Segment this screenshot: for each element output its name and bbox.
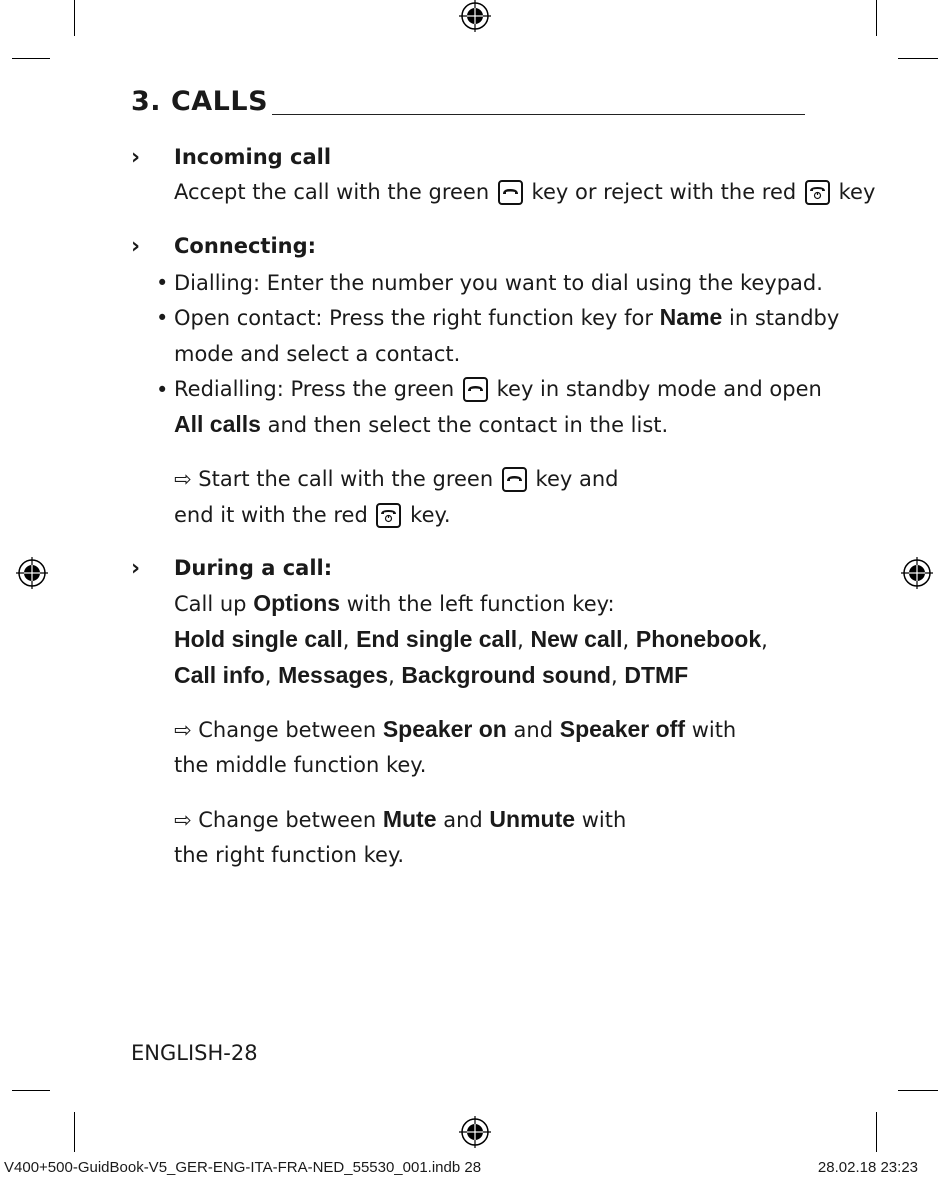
text-fragment: Redialling: Press the green: [174, 377, 455, 401]
print-slug-right: 28.02.18 23:23: [817, 1159, 918, 1176]
speaker-note: [174, 716, 736, 743]
text-fragment: key in standby mode and open: [496, 377, 822, 401]
separator: ,: [388, 664, 402, 688]
option-item: Background sound: [401, 662, 611, 688]
text-fragment: ⇨ Start the call with the green: [174, 467, 494, 491]
dialling-text: Dialling: Enter the number you want to dial using the keypad.: [174, 271, 823, 295]
text-fragment: ⇨ Change between: [174, 808, 377, 832]
crop-mark: [12, 58, 50, 59]
open-contact-text: [174, 304, 839, 331]
options-label: Options: [253, 590, 341, 616]
open-contact-text-cont: mode and select a contact.: [174, 342, 461, 366]
text-fragment: key or reject with the red: [531, 180, 797, 204]
incoming-call-text: [174, 180, 875, 205]
unmute-label: Unmute: [489, 806, 576, 832]
all-calls-label: All calls: [174, 411, 261, 437]
crop-mark: [876, 1112, 877, 1152]
text-fragment: in standby: [729, 306, 840, 330]
option-item: Messages: [278, 662, 389, 688]
incoming-call-title: Incoming call: [174, 145, 332, 169]
green-call-key-icon: [502, 467, 527, 492]
section-heading-text: 3. CALLS: [131, 86, 272, 117]
chevron-right-icon: ›: [131, 145, 141, 170]
text-fragment: key.: [410, 503, 451, 527]
green-call-key-icon: [463, 377, 488, 402]
green-call-key-icon: [498, 180, 523, 205]
registration-mark-icon: [901, 557, 933, 589]
crop-mark: [74, 1112, 75, 1152]
print-slug-left: V400+500-GuidBook-V5_GER-ENG-ITA-FRA-NED_55530_001.indb 28: [4, 1159, 482, 1176]
bullet-dot: •: [156, 306, 169, 330]
option-item: Hold single call: [174, 626, 343, 652]
connecting-title: Connecting:: [174, 234, 317, 258]
text-fragment: Call up: [174, 592, 247, 616]
speaker-note-cont: the middle function key.: [174, 753, 427, 777]
chevron-right-icon: ›: [131, 556, 141, 581]
section-heading: [131, 84, 805, 115]
redial-text: [174, 377, 822, 402]
speaker-on-label: Speaker on: [382, 716, 507, 742]
separator: ,: [517, 628, 531, 652]
crop-mark: [12, 1090, 50, 1091]
start-call-note: [174, 467, 619, 492]
mute-note-cont: the right function key.: [174, 843, 405, 867]
option-item: DTMF: [624, 662, 689, 688]
during-call-title: During a call:: [174, 556, 333, 580]
end-call-note: [174, 503, 451, 528]
text-fragment: and: [443, 808, 483, 832]
separator: ,: [622, 628, 636, 652]
separator: ,: [342, 628, 357, 652]
option-item: Call info: [174, 662, 265, 688]
text-fragment: Accept the call with the green: [174, 180, 490, 204]
bullet-dot: •: [156, 378, 169, 402]
text-fragment: ⇨ Change between: [174, 718, 377, 742]
mute-note: [174, 806, 626, 833]
text-fragment: and then select the contact in the list.: [267, 413, 669, 437]
option-item: End single call: [356, 626, 518, 652]
crop-mark: [898, 58, 938, 59]
crop-mark: [898, 1090, 938, 1091]
registration-mark-icon: [459, 0, 491, 32]
name-label: Name: [659, 304, 723, 330]
page-footer: ENGLISH-28: [131, 1041, 258, 1065]
text-fragment: with the left function key:: [346, 592, 615, 616]
text-fragment: Open contact: Press the right function key for: [174, 306, 653, 330]
speaker-off-label: Speaker off: [559, 716, 685, 742]
option-item: New call: [530, 626, 623, 652]
call-up-options-text: [174, 590, 615, 617]
registration-mark-icon: [16, 557, 48, 589]
text-fragment: key: [838, 180, 876, 204]
crop-mark: [876, 0, 877, 36]
registration-mark-icon: [459, 1116, 491, 1148]
text-fragment: end it with the red: [174, 503, 368, 527]
red-end-key-icon: [805, 180, 830, 205]
chevron-right-icon: ›: [131, 234, 141, 259]
mute-label: Mute: [382, 806, 437, 832]
text-fragment: key and: [535, 467, 619, 491]
options-list-line-1: Hold single call, End single call, New call, Phonebook,: [174, 626, 768, 652]
bullet-dot: •: [156, 271, 169, 295]
redial-text-cont: [174, 411, 668, 438]
text-fragment: and: [513, 718, 554, 742]
crop-mark: [74, 0, 75, 36]
text-fragment: with: [581, 808, 627, 832]
option-item: Phonebook: [635, 626, 762, 652]
separator: ,: [610, 664, 625, 688]
separator: ,: [264, 664, 279, 688]
options-list-line-2: [174, 662, 688, 689]
red-end-key-icon: [376, 503, 401, 528]
text-fragment: with: [691, 718, 737, 742]
